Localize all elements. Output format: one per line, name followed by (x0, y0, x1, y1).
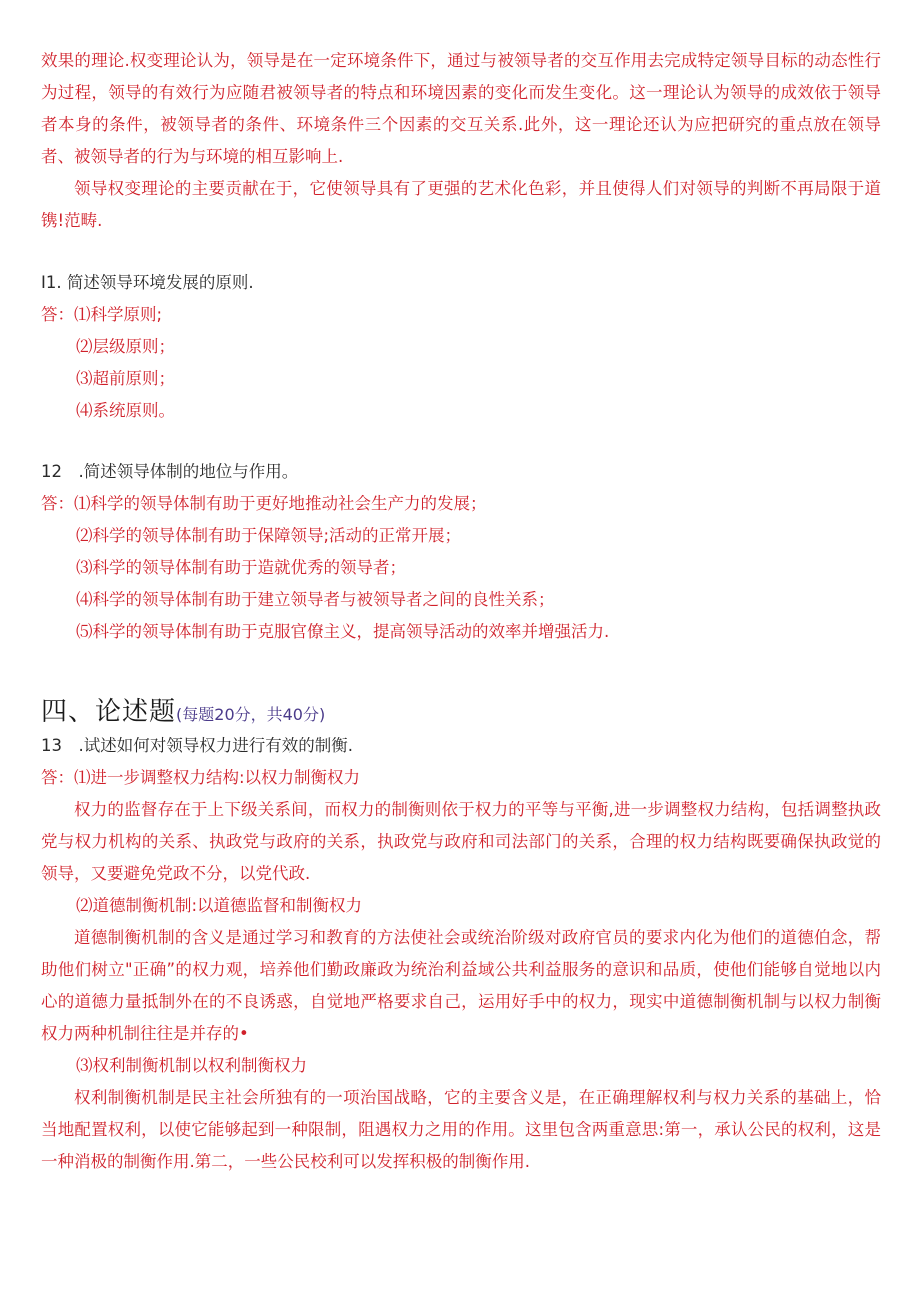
q12-answer-4: ⑷科学的领导体制有助于建立领导者与被领导者之间的良性关系； (76, 590, 555, 609)
question-13-section (41, 730, 881, 1178)
q11-answer-4: ⑷系统原则。 (76, 401, 175, 420)
q13-answer-2-heading: ⑵道德制衡机制:以道德监督和制衡权力 (76, 896, 363, 915)
q13-answer-3-heading: ⑶权利制衡机制以权利制衡权力 (76, 1056, 307, 1075)
q13-answer-1-body: 权力的监督存在于上下级关系间，而权力的制衡则依于权力的平等与平衡,进一步调整权力结构，包括调整执政党与权力机构的关系、执政党与政府的关系，执政党与政府和司法部门的关系，合理的权力结构既要确保执政觉的领导，又要避免党政不分，以党代政. (41, 800, 881, 883)
q12-answer-1: 答：⑴科学的领导体制有助于更好地推动社会生产力的发展； (41, 494, 487, 513)
q11-answer-3: ⑶超前原则； (76, 369, 175, 388)
q11-answer-1: 答：⑴科学原则; (41, 305, 163, 324)
question-12-title: 12 .简述领导体制的地位与作用。 (41, 462, 299, 481)
section-4-heading (41, 692, 881, 735)
q13-answer-2-body: 道德制衡机制的含义是通过学习和教育的方法使社会或统治阶级对政府官员的要求内化为他们的道德伯念，帮助他们树立"正确”的权力观，培养他们勤政廉政为统治利益域公共利益服务的意识和品质，使他们能够自觉地以内心的道德力量抵制外在的不良诱惑，自觉地严格要求自己，运用好手中的权力，现实中道德制衡机制与以权力制衡权力两种机制往往是并存的• (41, 928, 881, 1043)
q12-answer-5: ⑸科学的领导体制有助于克服官僚主义，提高领导活动的效率并增强活力. (76, 622, 610, 641)
section-4-title: 四、论述题 (41, 697, 177, 727)
question-13-title: 13 .试述如何对领导权力进行有效的制衡. (41, 736, 353, 755)
q13-answer-1-heading: 答：⑴进一步调整权力结构:以权力制衡权力 (41, 768, 361, 787)
intro-section (41, 45, 881, 237)
intro-paragraph-1: 效果的理论.权变理论认为，领导是在一定环境条件下，通过与被领导者的交互作用去完成特定领导目标的动态性行为过程，领导的有效行为应随君被领导者的特点和环境因素的变化而发生变化。这一理论认为领导的成效依于领导者本身的条件，被领导者的条件、环境条件三个因素的交互关系.此外，这一理论还认为应把研究的重点放在领导者、被领导者的行为与环境的相互影响上. (41, 51, 881, 166)
q13-answer-3-body: 权利制衡机制是民主社会所独有的一项治国战略，它的主要含义是，在正确理解权利与权力关系的基础上，恰当地配置权利，以使它能够起到一种限制，阻遇权力之用的作用。这里包含两重意思:第一，承认公民的权利，这是一种消极的制衡作用.第二，一些公民校利可以发挥积极的制衡作用. (41, 1088, 881, 1171)
section-4-note: (每题20分，共40分) (176, 705, 326, 724)
q12-answer-2: ⑵科学的领导体制有助于保障领导;活动的正常开展； (76, 526, 462, 545)
question-11-section (41, 267, 881, 427)
q11-answer-2: ⑵层级原则； (76, 337, 175, 356)
question-11-title: I1. 简述领导环境发展的原则. (41, 273, 254, 292)
q12-answer-3: ⑶科学的领导体制有助于造就优秀的领导者； (76, 558, 406, 577)
question-12-section (41, 456, 881, 648)
intro-paragraph-2: 领导权变理论的主要贡献在于，它使领导具有了更强的艺术化色彩，并且使得人们对领导的判断不再局限于道镌!范畴. (41, 179, 881, 230)
